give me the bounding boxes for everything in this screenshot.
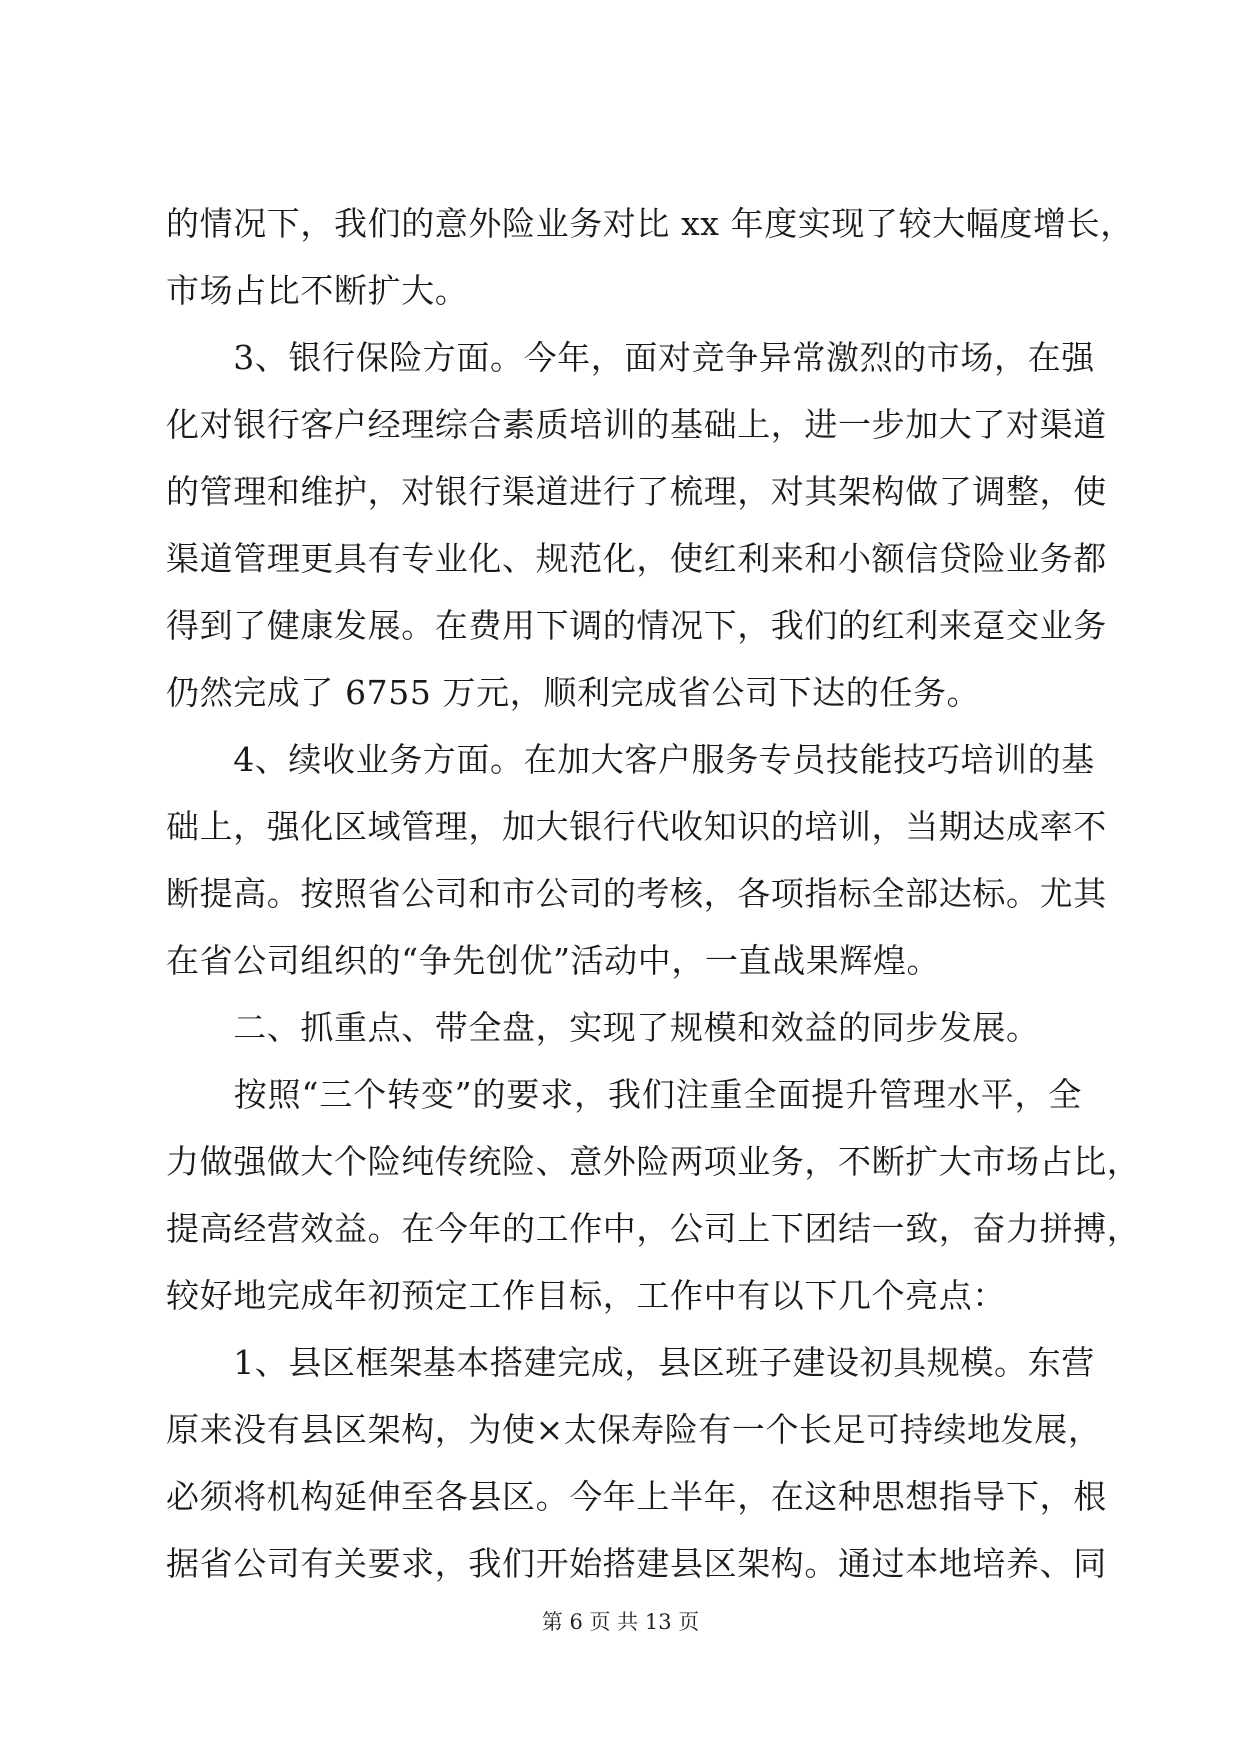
text-line: 断提高。按照省公司和市公司的考核，各项指标全部达标。尤其 <box>166 874 1107 913</box>
text-line: 按照“三个转变”的要求，我们注重全面提升管理水平，全 <box>166 1075 1082 1114</box>
body-text <box>166 190 1141 1597</box>
text-line: 在省公司组织的“争先创优”活动中，一直战果辉煌。 <box>166 941 941 980</box>
text-line: 二、抓重点、带全盘，实现了规模和效益的同步发展。 <box>166 1008 1040 1047</box>
text-line: 化对银行客户经理综合素质培训的基础上，进一步加大了对渠道 <box>166 405 1107 444</box>
text-line: 必须将机构延伸至各县区。今年上半年，在这种思想指导下，根 <box>166 1477 1107 1516</box>
text-line: 市场占比不断扩大。 <box>166 271 469 310</box>
text-line: 4、续收业务方面。在加大客户服务专员技能技巧培训的基 <box>166 740 1095 779</box>
text-line: 的管理和维护，对银行渠道进行了梳理，对其架构做了调整，使 <box>166 472 1107 511</box>
text-line: 得到了健康发展。在费用下调的情况下，我们的红利来趸交业务 <box>166 606 1107 645</box>
text-line: 3、银行保险方面。今年，面对竞争异常激烈的市场，在强 <box>166 338 1095 377</box>
text-line: 据省公司有关要求，我们开始搭建县区架构。通过本地培养、同 <box>166 1544 1107 1583</box>
text-line: 的情况下，我们的意外险业务对比 xx 年度实现了较大幅度增长， <box>166 204 1134 243</box>
text-line: 础上，强化区域管理，加大银行代收知识的培训，当期达成率不 <box>166 807 1107 846</box>
text-line: 原来没有县区架构，为使×太保寿险有一个长足可持续地发展， <box>166 1410 1102 1449</box>
text-line: 较好地完成年初预定工作目标，工作中有以下几个亮点： <box>166 1276 1006 1315</box>
text-line: 渠道管理更具有专业化、规范化，使红利来和小额信贷险业务都 <box>166 539 1107 578</box>
text-line: 1、县区框架基本搭建完成，县区班子建设初具规模。东营 <box>166 1343 1095 1382</box>
text-line: 力做强做大个险纯传统险、意外险两项业务，不断扩大市场占比， <box>166 1142 1141 1181</box>
page-footer: 第 6 页 共 13 页 <box>541 1610 700 1634</box>
text-line: 提高经营效益。在今年的工作中，公司上下团结一致，奋力拼搏， <box>166 1209 1141 1248</box>
text-line: 仍然完成了 6755 万元，顺利完成省公司下达的任务。 <box>166 673 981 712</box>
